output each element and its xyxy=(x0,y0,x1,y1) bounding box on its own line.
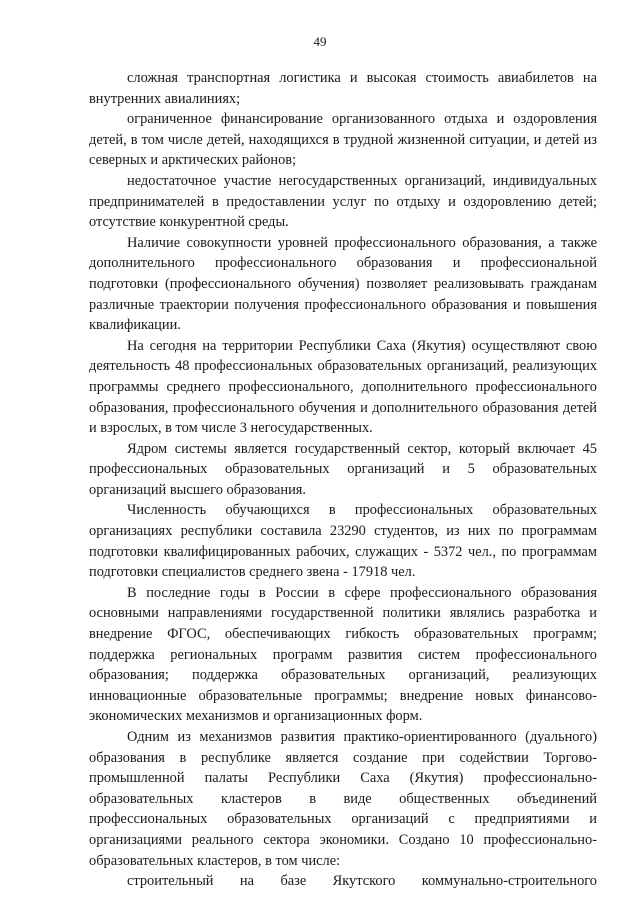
paragraph: Одним из механизмов развития практико-ориентированного (дуального) образования в республике является создание при содействии Торгово-промышленной палаты Республики Саха (Якутия) профессионально-образовательных кластеров в виде общественных объединений профессиональных образовательных организаций с предприятиями и организациями реального сектора экономики. Создано 10 профессионально-образовательных кластеров, в том числе: xyxy=(89,729,597,869)
paragraph-continued: строительный на базе Якутского коммунально-строительного xyxy=(127,873,597,890)
paragraph: недостаточное участие негосударственных организаций, индивидуальных предпринимателей в предоставлении услуг по отдыху и оздоровлению детей; отсутствие конкурентной среды. xyxy=(89,172,597,231)
paragraph: Наличие совокупности уровней профессионального образования, а также дополнительного профессионального образования и профессиональной подготовки (профессионального обучения) позволяет реализовывать гражданам различные траектории получения профессионального образования и повышения квалификации. xyxy=(89,234,597,334)
paragraph: В последние годы в России в сфере профессионального образования основными направлениями государственной политики являлись разработка и внедрение ФГОС, обеспечивающих гибкость образовательных программ; поддержка региональных программ развития систем профессионального образования; поддержка образовательных организаций, реализующих инновационные образовательные программы; внедрение новых финансово-экономических механизмов и организационных форм. xyxy=(89,584,597,725)
paragraph: На сегодня на территории Республики Саха (Якутия) осуществляют свою деятельность 48 профессиональных образовательных организаций, реализующих программы среднего профессионального, дополнительного профессионального образования, профессионального обучения и дополнительного образования детей и взрослых, в том числе 3 негосударственных. xyxy=(89,337,597,437)
document-body xyxy=(89,68,597,892)
paragraph: сложная транспортная логистика и высокая стоимость авиабилетов на внутренних авиалиниях; xyxy=(89,70,597,107)
paragraph: ограниченное финансирование организованного отдыха и оздоровления детей, в том числе детей, находящихся в трудной жизненной ситуации, и детей из северных и арктических районов; xyxy=(89,111,597,169)
paragraph: Ядром системы является государственный сектор, который включает 45 профессиональных образовательных организаций и 5 образовательных организаций высшего образования. xyxy=(89,440,597,498)
page-number: 49 xyxy=(313,34,327,49)
paragraph: Численность обучающихся в профессиональных образовательных организациях республики составила 23290 студентов, из них по программам подготовки квалифицированных рабочих, служащих - 5372 чел., по программам подготовки специалистов среднего звена - 17918 чел. xyxy=(89,502,597,581)
